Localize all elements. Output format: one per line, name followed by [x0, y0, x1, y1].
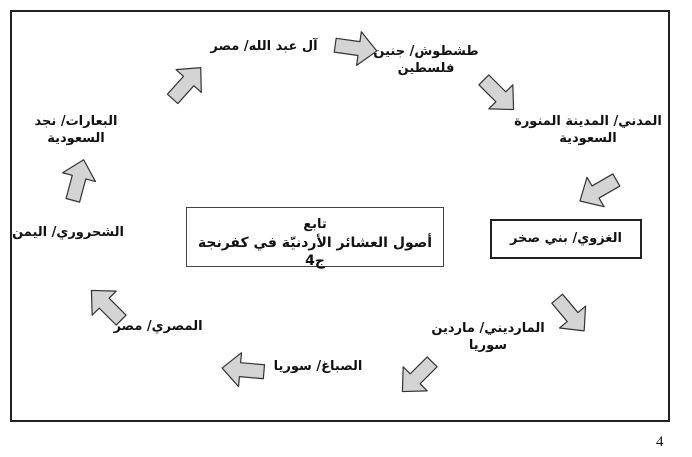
node-madani	[514, 113, 662, 147]
node-sabbagh-line1: الصباغ/ سوريا	[273, 359, 363, 374]
node-ghazawi	[490, 219, 642, 259]
node-masri-line1: المصري/ مصر	[113, 319, 203, 334]
node-madani-line2: السعودية	[559, 131, 617, 146]
arrow-right-top	[333, 28, 379, 68]
center-title-line2: أصول العشائر الأردنيّة في كفرنجة ج4	[197, 235, 433, 269]
arrow-left-bottom	[221, 351, 266, 389]
node-masri	[113, 318, 202, 335]
center-title-box	[186, 207, 444, 267]
arrow-down-right-2	[544, 288, 597, 342]
node-sabbagh	[274, 358, 363, 375]
arrow-down-left-2	[390, 350, 444, 404]
node-mardini	[431, 320, 544, 354]
arrow-down-left-1	[571, 165, 624, 215]
node-baarat	[35, 113, 118, 147]
node-tashtoush-line2: فلسطين	[397, 61, 455, 76]
arrow-up	[56, 155, 100, 204]
node-baarat-line2: السعودية	[47, 131, 105, 146]
node-madani-line1: المدني/ المدينة المنورة	[514, 114, 662, 129]
node-baarat-line1: البعارات/ نجد	[34, 114, 118, 129]
node-mardini-line2: سوريا	[468, 338, 508, 353]
node-al-abdullah-line1: آل عبد الله/ مصر	[210, 39, 318, 54]
node-al-abdullah	[210, 38, 317, 55]
node-shahrouri-line1: الشحروري/ اليمن	[12, 225, 124, 240]
center-title-line1: تابع	[303, 217, 327, 232]
node-ghazawi-line1: الغزوي/ بني صخر	[510, 231, 622, 246]
node-mardini-line1: المارديني/ ماردين	[431, 321, 545, 336]
arrow-up-right	[160, 56, 213, 110]
page-number: 4	[656, 434, 664, 450]
node-shahrouri	[12, 224, 124, 241]
node-tashtoush	[373, 43, 478, 77]
node-tashtoush-line1: طشطوش/ جنين	[373, 44, 479, 59]
